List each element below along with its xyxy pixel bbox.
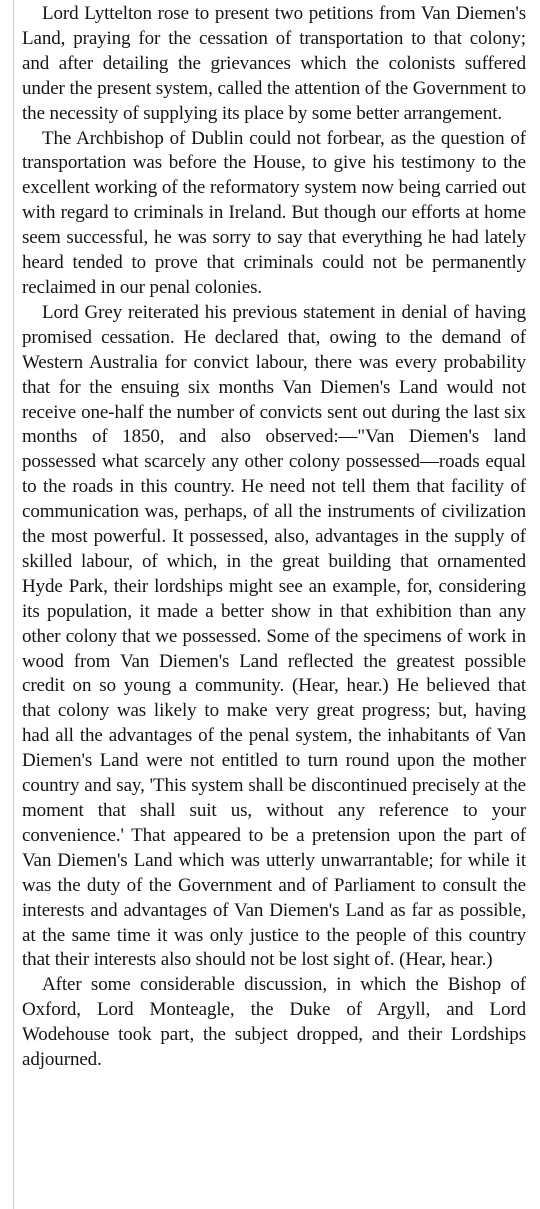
- paragraph-lyttelton-petitions: Lord Lyttelton rose to present two petitions from Van Diemen's Land, praying for the cessation of transportation to that colony; and after detailing the grievances which the colonists suffered under the present system, called the attention of the Government to the necessity of supplying its place by some better arrangement.: [22, 3, 526, 124]
- paragraph-adjournment: After some considerable discussion, in which the Bishop of Oxford, Lord Monteagle, the Duke of Argyll, and Lord Wodehouse took part, the subject dropped, and their Lordships adjourned.: [22, 974, 526, 1071]
- article-body: [14, 0, 530, 1073]
- newspaper-column: [13, 0, 530, 1209]
- paragraph-archbishop-of-dublin: The Archbishop of Dublin could not forbear, as the question of transportation was before the House, to give his testimony to the excellent working of the reformatory system now being carried out with regard to criminals in Ireland. But though our efforts at home seem successful, he was sorry to say that everything he had lately heard tended to prove that criminals could not be permanently reclaimed in our penal colonies.: [22, 127, 526, 298]
- paragraph-lord-grey: Lord Grey reiterated his previous statement in denial of having promised cessation. He declared that, owing to the demand of Western Australia for convict labour, there was every probability that for the ensuing six months Van Diemen's Land would not receive one-half the number of convicts sent out during the last six months of 1850, and also observed:—"Van Diemen's land possessed what scarcely any other colony possessed—roads equal to the roads in this country. He need not tell them that facility of communication was, perhaps, of all the instruments of civilization the most powerful. It possessed, also, advantages in the supply of skilled labour, of which, in the great building that ornamented Hyde Park, their lordships might see an example, for, considering its population, it made a better show in that exhibition than any other colony that we possessed. Some of the specimens of work in wood from Van Diemen's Land reflected the greatest possible credit on so young a community. (Hear, hear.) He believed that that colony was likely to make very great progress; but, having had all the advantages of the penal system, the inhabitants of Van Diemen's Land were not entitled to turn round upon the mother country and say, 'This system shall be discontinued precisely at the moment that shall suit us, without any reference to your convenience.' That appeared to be a pretension upon the part of Van Diemen's Land which was utterly unwarrantable; for while it was the duty of the Government and of Parliament to consult the interests and advantages of Van Diemen's Land as far as possible, at the same time it was only justice to the people of this country that their interests also should not be lost sight of. (Hear, hear.): [22, 301, 526, 971]
